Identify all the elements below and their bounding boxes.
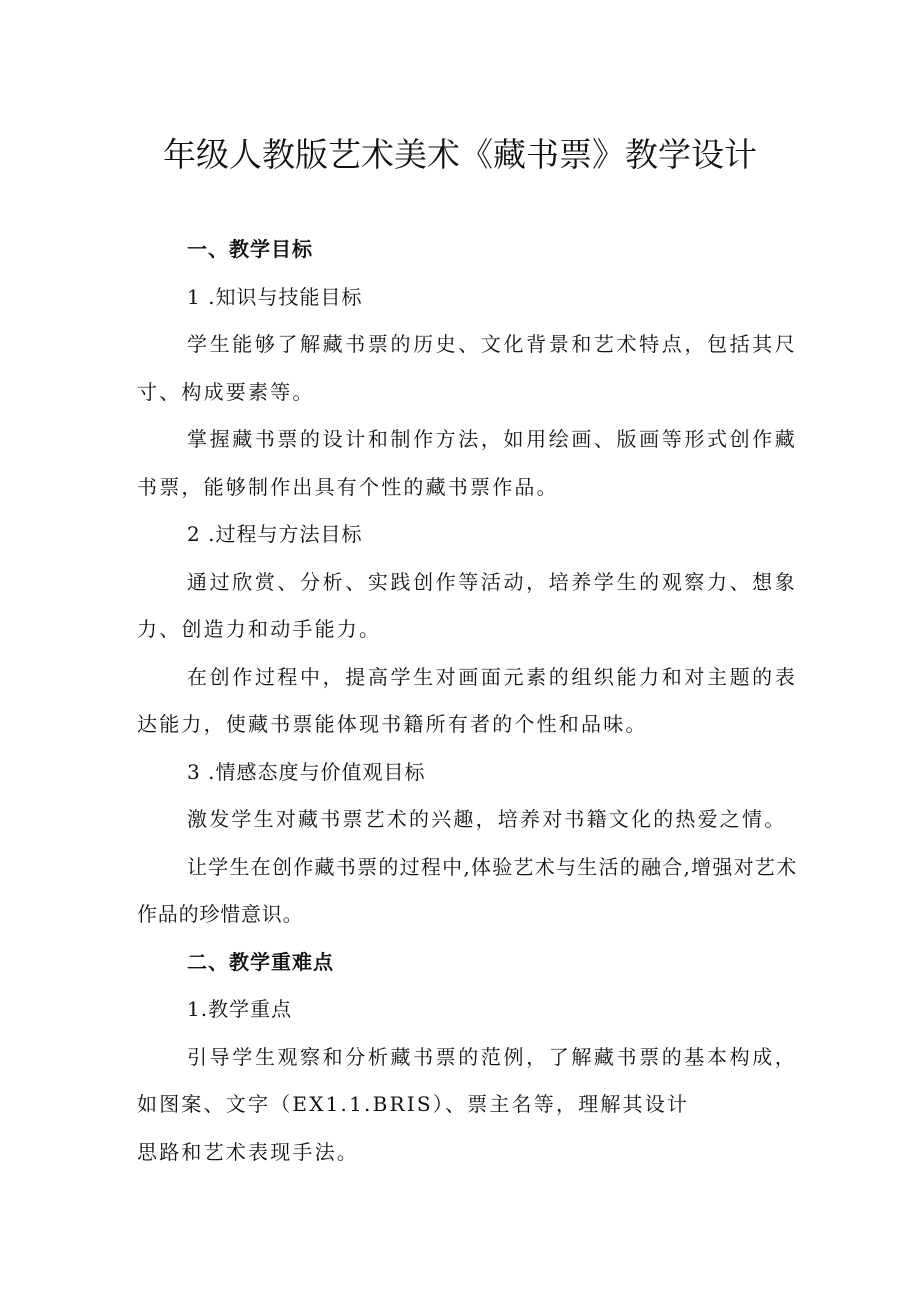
paragraph: 引导学生观察和分析藏书票的范例，了解藏书票的基本构成，如图案、文字（EX1.1.BRIS）、票主名等，理解其设计 <box>137 1044 797 1116</box>
subheading-emotion-values: 3 .情感态度与价值观目标 <box>187 759 426 784</box>
paragraph: 掌握藏书票的设计和制作方法，如用绘画、版画等形式创作藏书票，能够制作出具有个性的藏书票作品。 <box>137 427 797 499</box>
paragraph: 通过欣赏、分析、实践创作等活动，培养学生的观察力、想象力、创造力和动手能力。 <box>137 569 797 641</box>
paragraph: 学生能够了解藏书票的历史、文化背景和艺术特点，包括其尺寸、构成要素等。 <box>137 332 797 404</box>
document-title: 年级人教版艺术美术《藏书票》教学设计 <box>163 135 757 174</box>
section-heading-objectives: 一、教学目标 <box>187 237 313 261</box>
paragraph: 让学生在创作藏书票的过程中,体验艺术与生活的融合,增强对艺术作品的珍惜意识。 <box>137 854 797 926</box>
document-body <box>137 226 797 1176</box>
section-heading-key-difficult-points: 二、教学重难点 <box>187 949 334 974</box>
subheading-teaching-focus: 1.教学重点 <box>187 997 293 1021</box>
subheading-process-method: 2 .过程与方法目标 <box>187 522 363 546</box>
subheading-knowledge-skills: 1 .知识与技能目标 <box>187 284 363 309</box>
paragraph: 在创作过程中，提高学生对画面元素的组织能力和对主题的表达能力，使藏书票能体现书籍所有者的个性和品味。 <box>137 664 797 736</box>
paragraph-continuation: 思路和艺术表现手法。 <box>137 1139 359 1164</box>
paragraph: 激发学生对藏书票艺术的兴趣，培养对书籍文化的热爱之情。 <box>187 807 787 831</box>
